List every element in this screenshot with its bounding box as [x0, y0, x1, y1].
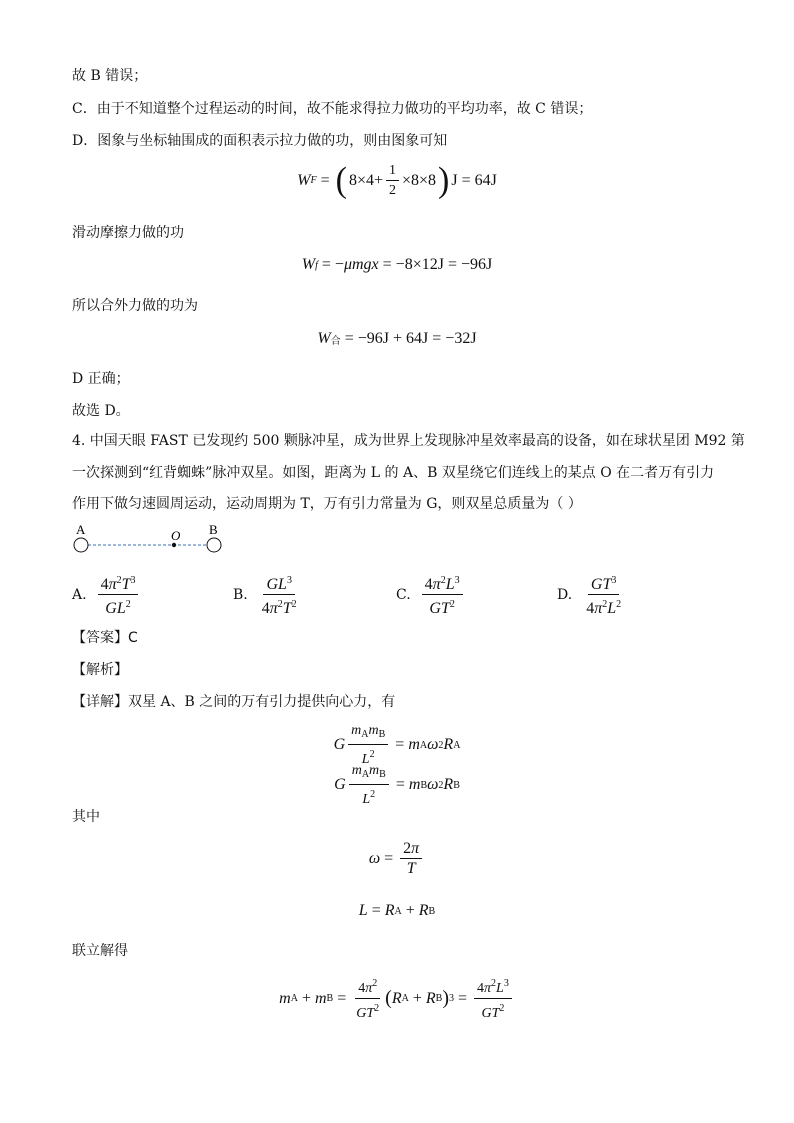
- text-line: D 正确；: [72, 371, 130, 387]
- text-line: C．由于不知道整个过程运动的时间，故不能求得拉力做功的平均功率，故 C 错误；: [72, 101, 593, 117]
- choice-b[interactable]: B. $\frac{GL^3}{4\pi^2T^2}$: [233, 572, 303, 617]
- choice-b-label: B.: [233, 586, 248, 603]
- choice-c-label: C.: [396, 586, 411, 603]
- analysis-tag: 【解析】: [72, 662, 128, 678]
- binary-star-diagram: [70, 520, 240, 560]
- detail-text: 【详解】双星 A、B 之间的万有引力提供向心力，有: [72, 694, 396, 710]
- star-a: [74, 538, 88, 552]
- label-b: B: [209, 522, 218, 537]
- text-line: 所以合外力做的功为: [72, 298, 198, 314]
- equation-work-pull: W F = ( 8×4+ $\frac{1}{2}$ ×8×8 ) J = 64J: [297, 160, 497, 200]
- text-line: 联立解得: [72, 943, 128, 959]
- label-o: O: [171, 528, 181, 543]
- answer-tag: 【答案】C: [72, 630, 138, 646]
- equation-gravity-a: G $\frac{m_Am_B}{L^2}$ = m A ω 2 R A: [333, 723, 461, 767]
- equation-distance: L = R A + R B: [358, 902, 436, 919]
- choice-a[interactable]: A. $\frac{4\pi^2T^3}{GL^2}$: [72, 572, 141, 617]
- text-line: 滑动摩擦力做的功: [72, 225, 184, 241]
- equation-gravity-b: G $\frac{m_Am_B}{L^2}$ = m B ω 2 R B: [334, 763, 460, 807]
- choice-a-label: A.: [72, 586, 87, 603]
- text-line: 其中: [72, 809, 100, 825]
- question-text: 一次探测到“红背蜘蛛”脉冲双星。如图，距离为 L 的 A、B 双星绕它们连线上的某点 O 在二者万有引力: [72, 465, 715, 481]
- equation-work-friction: W f = − μmgx = −8×12J = −96J: [301, 256, 493, 273]
- choice-c[interactable]: C. $\frac{4\pi^2L^3}{GT^2}$: [396, 572, 466, 617]
- text-line: 故选 D。: [72, 403, 130, 419]
- label-a: A: [76, 522, 86, 537]
- text-line: 故 B 错误；: [72, 68, 148, 84]
- center-point-o: [172, 543, 176, 547]
- star-b: [207, 538, 221, 552]
- question-text: 4. 中国天眼 FAST 已发现约 500 颗脉冲星，成为世界上发现脉冲星效率最高的设备，如在球状星团 M92 第: [72, 433, 745, 449]
- equation-work-net: W 合 = −96J + 64J = −32J: [317, 330, 477, 347]
- equation-result: m A + m B = $\frac{4\pi^2}{GT^2}$ ( R A + R B ) 3 = $\frac{4\pi^2L^3}{GT^2}$: [0, 975, 794, 1022]
- equation-omega: ω = $\frac{2\pi}{T}$: [0, 840, 794, 877]
- text-line: D．图象与坐标轴围成的面积表示拉力做的功，则由图象可知: [72, 133, 448, 149]
- choice-d-label: D.: [557, 586, 573, 603]
- choice-d[interactable]: D. $\frac{GT^3}{4\pi^2L^2}$: [557, 572, 627, 617]
- question-text: 作用下做匀速圆周运动，运动周期为 T，万有引力常量为 G，则双星总质量为（ ）: [72, 496, 582, 512]
